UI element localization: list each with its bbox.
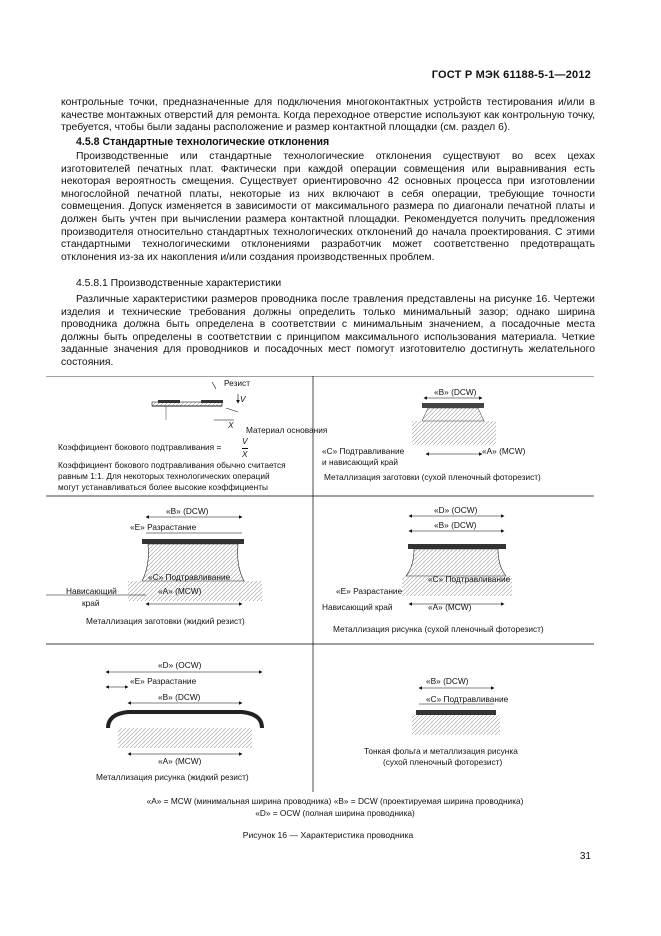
label-dcw: «B» (DCW) <box>426 676 469 686</box>
label-undercut: «C» Подтравливание <box>426 694 509 704</box>
label-frac-den: X <box>242 449 248 459</box>
label-growth: «E» Разрастание <box>130 676 197 686</box>
label-dcw: «B» (DCW) <box>434 520 477 530</box>
label-overhang-2: край <box>82 598 100 608</box>
label-overhang: и нависающий край <box>322 457 399 467</box>
label-mcw: «A» (MCW) <box>158 586 202 596</box>
note-line-1: Коэффициент бокового подтравливания обычно считается <box>58 460 286 470</box>
panel6-caption-1: Тонкая фольга и металлизация рисунка <box>364 746 518 756</box>
section-heading-4-5-8-1: 4.5.8.1 Производственные характеристики <box>76 278 282 289</box>
paragraph-characteristics: Различные характеристики размеров проводника после травления представлены на рисунке 16. Чертежи изделия и технические требования должны определить только минимальный зазор; однако ширина проводника должна быть определена в соответствии с минимальным значением, а посадочные места должны быть определены в соответствии с принципом максимального использования материала. Четкие заданные значения для проводников и посадочных мест помогут изготовителю достигнуть желательного состояния. <box>61 294 595 368</box>
panel2-caption: Металлизация заготовки (сухой пленочный фоторезист) <box>324 472 541 482</box>
note-line-2: равным 1:1. Для некоторых технологических операций <box>58 471 270 481</box>
label-overhang: Нависающий край <box>322 602 393 612</box>
note-line-3: могут устанавливаться более высокие коэффициенты <box>58 482 269 492</box>
page-number: 31 <box>579 851 591 862</box>
figure-drawing <box>46 376 594 792</box>
label-ocw: «D» (OCW) <box>158 660 202 670</box>
label-x: X <box>228 420 234 430</box>
label-resist: Резист <box>224 378 250 388</box>
label-v: V <box>240 394 246 404</box>
label-mcw: «A» (MCW) <box>428 602 472 612</box>
panel4-caption: Металлизация рисунка (сухой пленочный фоторезист) <box>333 624 544 634</box>
label-ocw: «D» (OCW) <box>434 505 478 515</box>
panel5-caption: Металлизация рисунка (жидкий резист) <box>96 772 249 782</box>
panel6-caption-2: (сухой пленочный фоторезист) <box>383 757 503 767</box>
label-mcw: «A» (MCW) <box>482 446 526 456</box>
label-growth: «E» Разрастание <box>130 522 197 532</box>
document-header: ГОСТ Р МЭК 61188-5-1—2012 <box>431 69 591 81</box>
panel3-caption: Металлизация заготовки (жидкий резист) <box>86 616 245 626</box>
figure-caption: Рисунок 16 — Характеристика проводника <box>242 830 414 840</box>
label-frac-num: V <box>242 436 248 446</box>
section-heading-4-5-8: 4.5.8 Стандартные технологические отклонения <box>76 136 330 148</box>
figure-16 <box>46 376 594 792</box>
paragraph-test-points: контрольные точки, предназначенные для подключения многоконтактных устройств тестирования и/или в качестве монтажных отверстий для ремонта. Когда переходное отверстие используют как контрольную точку, требуется, чтобы были заданы расположение и размер контактной площадки (см. раздел 6). <box>61 97 595 134</box>
label-dcw: «B» (DCW) <box>158 692 201 702</box>
figure-legend-2: «D» = OCW (полная ширина проводника) <box>255 808 415 818</box>
label-growth: «E» Разрастание <box>336 586 403 596</box>
label-undercut: «C» Подтравливание <box>428 574 511 584</box>
label-coefficient: Коэффициент бокового подтравливания = <box>58 442 222 452</box>
figure-legend-1: «A» = MCW (минимальная ширина проводника) «B» = DCW (проектируемая ширина проводника) <box>146 796 524 806</box>
label-base-material: Материал основания <box>246 425 328 435</box>
paragraph-tolerances: Производственные или стандартные технологические отклонения существуют во всех цехах изготовителей печатных плат. Фактически при каждой операции совмещения или выравнивания есть некоторая вероятность смещения. Существует ориентировочно 42 основных процесса при изготовлении многослойной печатной платы, некоторые из них включают в себя операции, требующие точности совмещения. Допуск изменяется в зависимости от максимального размера по диагонали печатной платы и должен быть учтен при вычислении размера контактной площадки. Рекомендуется получить предложения производителя относительно стандартных технологических отклонений до начала проектирования. С этими стандартными технологическими отклонениями разработчик может соответственно предотвращать отклонения из-за их накопления и/или создания производственных проблем. <box>61 151 595 263</box>
label-dcw: «B» (DCW) <box>434 387 477 397</box>
label-undercut: «C» Подтравливание <box>148 572 231 582</box>
label-mcw: «A» (MCW) <box>158 756 202 766</box>
label-dcw: «B» (DCW) <box>166 506 209 516</box>
label-undercut: «C» Подтравливание <box>322 446 405 456</box>
label-overhang: Нависающий <box>66 586 117 596</box>
